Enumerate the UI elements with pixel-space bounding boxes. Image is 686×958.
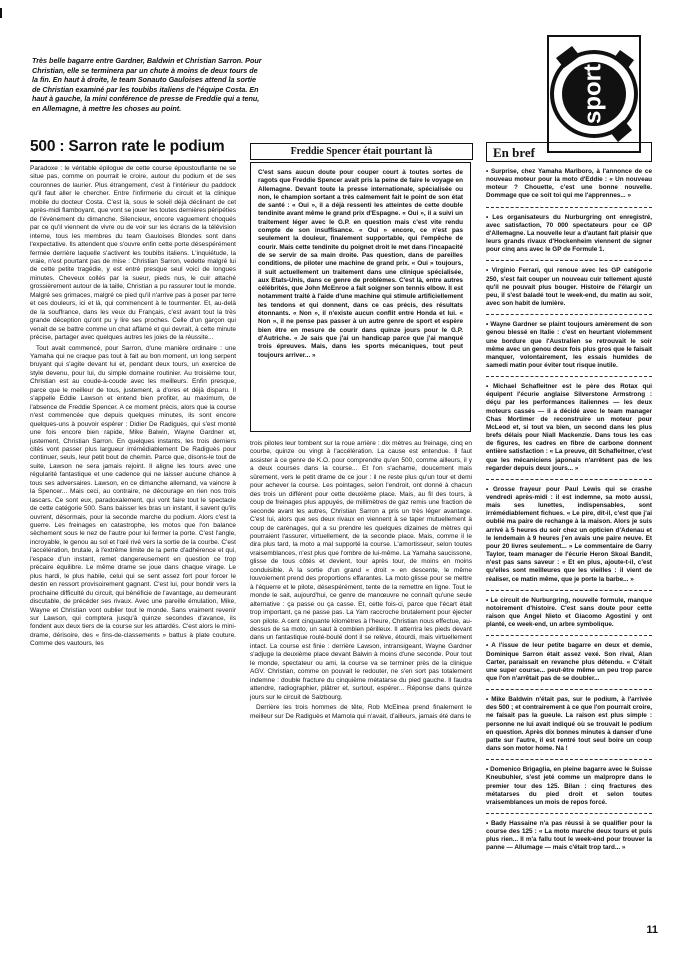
- brief-divider: [486, 689, 652, 691]
- brief-item: • Le circuit de Nurburgring, nouvelle formule, manque notoirement d'histoire. C'est sans doute pour cette raison que Angel Nieto et Giacomo Agostini y ont planté, ce week-end, un arbre symbolique.: [486, 596, 652, 629]
- article-paragraph: Derrière les trois hommes de tête, Rob McElnea prend finalement le meilleur sur De Radiguès et Mamola qui n'avait, d'ailleurs, jamais été dans le: [250, 704, 472, 720]
- headline-rule: [30, 160, 236, 162]
- brief-item: • Les organisateurs du Nurburgring ont enregistré, avec satisfaction, 70 000 spectateurs pour ce GP d'Allemagne. La nouvelle leur a d'autant fait plaisir que leurs grands rivaux d'Hockenheim viennent de signer pour cinq ans avec le GP de Formule 1.: [486, 213, 652, 254]
- sidebar-box-title: Freddie Spencer était pourtant là: [250, 143, 473, 160]
- margin-tick: [0, 8, 2, 18]
- brief-divider: [486, 479, 652, 481]
- brief-item: • Grosse frayeur pour Paul Lewis qui se crashe vendredi après-midi : il est indemne, sa moto aussi, mais ses lunettes, indispensables, sont irrémédiablement fichues. « Le pire, dit-il, c'est que j'ai oublié ma paire de rechange à la maison. Alors je suis arrivé à 5 heures du soir chez un opticien d'Adenau et le lendemain à 9 heures j'en avais une paire neuve. Et pour 20 livres seulement... » Le commentaire de Garry Taylor, team manager de l'écurie Heron Skoal Bandit, n'est pas sans saveur : « Et en plus, ajoute-t-il, c'est qu'elles sont meilleures que les vieilles : il vient de réaliser, ce matin même, que je porte la barbe... »: [486, 485, 652, 583]
- brief-item: • Wayne Gardner se plaint toujours amèrement de son genou blessé en Italie : c'est en heurtant violemment une bordure que l'Australien se retrouvait le soir même avec un genou deux fois plus gros que le faisait manquer, volontairement, les essais humides de samedi matin pour éviter tout risque inutile.: [486, 321, 652, 369]
- article-column-1: [30, 165, 236, 651]
- article-title: 500 : Sarron rate le podium: [30, 138, 225, 155]
- brief-item: • Surprise, chez Yamaha Marlboro, à l'annonce de ce nouveau moteur pour la moto d'Eddie : « Un nouveau moteur ? Chouette, c'est une bonne nouvelle. Dommage que ce soit toi qui me l'apprennes... »: [486, 168, 652, 200]
- brief-divider: [486, 314, 652, 316]
- brief-divider: [486, 207, 652, 209]
- news-briefs: [486, 168, 652, 859]
- brief-divider: [486, 590, 652, 592]
- article-paragraph: trois pilotes leur tombent sur la roue arrière : dix mètres au freinage, cinq en courbe, quinze ou vingt à l'accélération. La cause est entendue. Il faut assister à ce genre de K.O. pour comprendre qu'en 500, comme ailleurs, il y a deux courses dans la course... Et l'on s'acharne, doucement mais sûrement, vers le petit drame de ce jour : il ne reste plus qu'un tour et demi pour achever la course. Les pointages, selon l'endroit, ont donné à chacun des trois un différent pour cette deuxième place. Mais, au fil des tours, à coup de freinages plus appuyés, de millimètres de gaz remis une fraction de seconde avant les autres, Christian Sarron a pris un très léger avantage. C'est lui, alors que ses deux rivaux en viennent à se taper mutuellement à coup de carénages, qui a su prendre les quelques dizaines de mètres qui pourraient l'assurer, virtuellement, de la seconde place. Mais, comme il le dira plus tard, la moto a mal supporté la course. L'amortisseur, selon toutes vraisemblances, n'est plus que l'ombre de lui-même. La Yamaha saucissone, glisse de tous côtés et devient, tour après tour, de moins en moins conduisible. A la sortie d'un grand « droit » en descente, le même louvoiement prend des proportions effarantes. La moto glisse pour se mettre à l'équerre et le pilote, désespérément, tente de la remettre en ligne. Tout le monde le sait, aujourd'hui, ce genre de manœuvre ne connaît qu'une seule alternative : ça passe ou ça casse. Et, cette fois-ci, parce que l'écart était trop important, ça ne passe pas. La Yam raccroche brutalement pour éjecter son pilote. A cent cinquante kilomètres à l'heure, Christian nous effectue, au-dessus de sa moto, un saut à combien périlleux. Il atterrira les pieds devant dans un fantastique roulé-boulé dont il se relève, étourdi, mais virtuellement intact. La course est finie : derrière Lawson, intransigeant, Wayne Gardner s'adjuge la deuxième place devant Balwin à moins d'une seconde. Pour tout le monde, spectateur ou ami, la course va se terminer près de la clinique AGV. Christian, comme on pouvait le redouter, ne s'en sort pas totalement indemne : double fracture du cinquième métatarse du pied gauche. Il faudra attendre, radiographier, plâtrer et, surtout, espérer... Réponse dans quinze jours sur le circuit de Salzbourg.: [250, 440, 472, 701]
- brief-item: • Michael Schafleitner est le père des Rotax qui équipent l'écurie anglaise Silverstone Armstrong : déçu par les performances italiennes — les deux moteurs cassés — il a décidé avec le team manager Chas Mortimer de reconstruire un moteur pour McLeod et, si tout va bien, un second dans les plus brefs délais pour Niall Mackenzie. Dans tous les cas de figures, les cadres en fibre de carbone donnent entière satisfaction : « La preuve, dit Schafleitner, c'est que les mécaniciens japonais n'arrêtent pas de les regarder depuis deux jours... »: [486, 383, 652, 472]
- article-paragraph: Paradoxe : le véritable épilogue de cette course époustouflante ne se situe pas, comme on pourrait le croire, autour du podium et de ses couronnes de laurier. Plus étrangement, c'est à l'intérieur du paddock qu'il faut aller le chercher. Entre l'infirmerie du circuit et la clinique mobile du docteur Costa. C'est là, sous le soleil déjà déclinant de cet après-midi flamboyant, que vont se jouer les toutes dernières péripéties de l'événement du dimanche. Silencieux, encore vaguement choqués par ce qu'il viennent de vivre ou de voir sur les écrans de la télévision interne, tous les membres du team Gauloises Blondes sont dans l'expectative. Ils attendent que s'ouvre enfin cette porte désespérément fermée derrière laquelle s'activent les toubibs italiens. L'inquiétude, la vraie, n'est pourtant pas de mise : Christian Sarron, vedette malgré lui de cette petite tragédie, y est entré presque seul voici de longues minutes. Cheveux collés par la sueur, pieds nus, le cuir attaché grossièrement autour de la taille, Christian a pu rassurer tout le monde. Malgré ses grimaces, malgré ce pied qu'il n'arrive pas à poser par terre et ces douleurs, ici et là, qui commencent à le tourmenter. Et, au-delà de la souffrance, dans les veux du Français, c'est avant tout la très grande déception qu'ont pu y lire ses proches. Celle d'un garçon qui venait de se battre comme un chat affamé et qui devrait, à cette minute précise, partager avec quelques autres les joies de la réussite...: [30, 165, 236, 342]
- brief-item: • Virginio Ferrari, qui renoue avec les GP catégorie 250, s'est fait couper un nouveau cuir tellement ajusté qu'il ne pouvait plus bouger. Histoire de l'élargir un peu, il s'est baladé tout le week-end, du matin au soir, avec son habit de lumière.: [486, 267, 652, 308]
- article-paragraph: Tout avait commencé, pour Sarron, d'une manière ordinaire : une Yamaha qui ne craque pas tout à fait au bon moment, un long serpent bruyant qui s'agite devant lui et, pendant deux tours, un exercice de style devenu, pour lui, du simple domaine routinier. Au troisième tour, Christian est au coude-à-coude avec les meilleurs. Enfin presque, parce que le meilleur de tous, justement, a d'ores et déjà disparu. Il s'appelle Eddie Lawson et entend bien profiter, au maximum, de l'absence de Freddie Spencer. A ce moment précis, alors que la course n'est commencée que depuis quelques minutes, ils sont encore quelques-uns à pouvoir espérer : Didier De Radiguès, qui s'est monté une fois encore bien rapide, Mike Balwin, Wayne Gardner et, justement, Christian Sarron. En quelques instants, les trois derniers cités vont passer plus largueur irrémédiablement De Radiguès pour continuer, seuls, leur petit bout de chemin. Parce que, disons-le tout de suite, Lawson ne sera jamais rejoint. Il aligne les tours avec une régularité fantastique et une cadence qui ne laisser aucune chance à tous ses adversaires. Lawson, en ce dimanche allemand, va vaincre à la Spencer... Mais ceci, au contraire, ne décourage en rien nos trois lascars. Ce sont eux, paradoxalement, qui vont faire tout le spectacle de cette catégorie 500. Sans baisser les bras un instant, il savent qu'ils ouvrent, désormais, pour la seconde marche du podium. Alors c'est la guerre. Les freinages en catastrophe, les motos que l'on balance sèchement sous le nez de l'autre pour lui fermer la porte. C'est l'angle, incroyable, le genou au sol et l'œil rivé vers la sortie de la courbe. C'est l'accélération, brutale, à l'extrême limite de la perte d'adhérence et qui, l'espace d'un instant, remet dangereusement en question ce trop précaire équilibre. Le même drame se joue dans chaque virage. Le plus hardi, le plus habile, celui qui se sent assez fort pour forcer le destin en ressort provisoirement gagnant. C'est lui, pour bondir vers la prochaine difficulté du circuit, qui bénéficie de l'avantage, au demeurant discutable, de précéder ses rivaux. Avec une pareille émulation, Mike, Wayne et Christian vont oublier tout le monde. Sans vraiment revenir sur Lawson, qui comptera jusqu'à quinze secondes d'avance, ils fondent aux deux tiers de la course sur les attardés. C'est alors le mini-drame, dérisoire, des « fins-de-classements » battus à plate couture. Comme des vautours, les: [30, 344, 237, 648]
- sport-logo-text: sport: [579, 64, 607, 124]
- news-briefs-title: En bref: [486, 142, 652, 162]
- brief-item: • Mike Baldwin n'était pas, sur le podium, à l'arrivée des 500 ; et contrairement à ce que l'on pourrait croire, ne faisait pas la gueule. La raison est plus simple : personne ne lui avait indiqué où se trouvait le podium en question. Après dix bonnes minutes à danser d'une patte sur l'autre, il est rentré tout seul boire un coup dans son motor home. Na !: [486, 696, 652, 753]
- brief-divider: [486, 376, 652, 378]
- article-column-2: [250, 440, 472, 723]
- brief-item: • Bady Hassaine n'a pas réussi à se qualifier pour la course des 125 : « La moto marche deux tours et puis plus rien... Il m'a fallu tout le week-end pour trouver la panne — Allumage — mais c'était trop tard... »: [486, 820, 652, 852]
- sidebar-box: [250, 162, 471, 432]
- page-number: 11: [646, 924, 658, 936]
- sidebar-box-text: C'est sans aucun doute pour couper court à toutes sortes de ragots que Freddie Spencer avait pris la peine de faire le voyage en Allemagne. Devant toute la presse internationale, spécialisée ou non, le champion sortant a très calmement fait le point de son état de santé : « Oui », il a déjà ressenti les atteintes de cette double tendinite avant même le grand prix d'Espagne. « Oui », il a suivi un traitement léger avec le G.P. en question mais c'est vite rendu compte de son insuffisance. « Oui » encore, ce n'est pas seulement la douleur, finalement supportable, qui l'empêche de courir. Mais cette tendinite du poignet droit le met dans l'incapacité de se servir de sa main droite. Pas question, dans de pareilles conditions, de piloter une machine de grand prix. « Oui » toujours, il suit actuellement un traitement dans une clinique spécialisée, aux Etats-Unis, dans ce genre de problèmes. C'est là, entre autres célébrités, que John McEnroe a fait soigner son tennis elbow. Il est notamment traité à l'aide d'une machine qui stimule artificiellement les tendons et qui donnent, dans ce cas précis, des résultats étonnants. « Non », il n'existe aucun conflit entre Honda et lui. « Non », il ne pense pas passer à un autre genre de sport et espère bien être en mesure de courir dans quinze jours pour le G.P. d'Autriche. « Je sais que j'ai un handicap parce que j'ai manqué trois épreuves. Mais, dans les sports mécaniques, tout peut toujours arriver... »: [258, 169, 463, 359]
- brief-item: • Domenico Brigaglia, en pleine bagarre avec le Suisse Kneubuhler, s'est jeté comme un malpropre dans le premier tour des 125. Bilan : cinq fractures des métatarses du pied droit et selon toutes vraisemblances un mois de repos forcé.: [486, 766, 652, 806]
- photo-caption: [32, 56, 264, 114]
- brief-item: • A l'issue de leur petite bagarre en deux et demie, Dominique Sarron était assez vexé. Son rival, Alan Carter, paraissait en revanche plus détendu. « C'était une super course... peut-être même un peu trop parce que l'on n'arrêtait pas de se doubler...: [486, 642, 652, 682]
- brief-divider: [486, 635, 652, 637]
- brief-divider: [486, 813, 652, 815]
- brief-divider: [486, 260, 652, 262]
- caption-text: Très belle bagarre entre Gardner, Baldwin et Christian Sarron. Pour Christian, elle se terminera par un chute à moins de deux tours de la fin. En haut à droite, le team Sonauto Gauloises attend la sortie de Christian examiné par les toubibs italiens de l'équipe Costa. En haut à gauche, la mini conférence de presse de Freddie qui a tenu, en Allemagne, à mettre les choses au point.: [32, 56, 262, 113]
- brief-divider: [486, 759, 652, 761]
- sport-logo: [536, 30, 652, 158]
